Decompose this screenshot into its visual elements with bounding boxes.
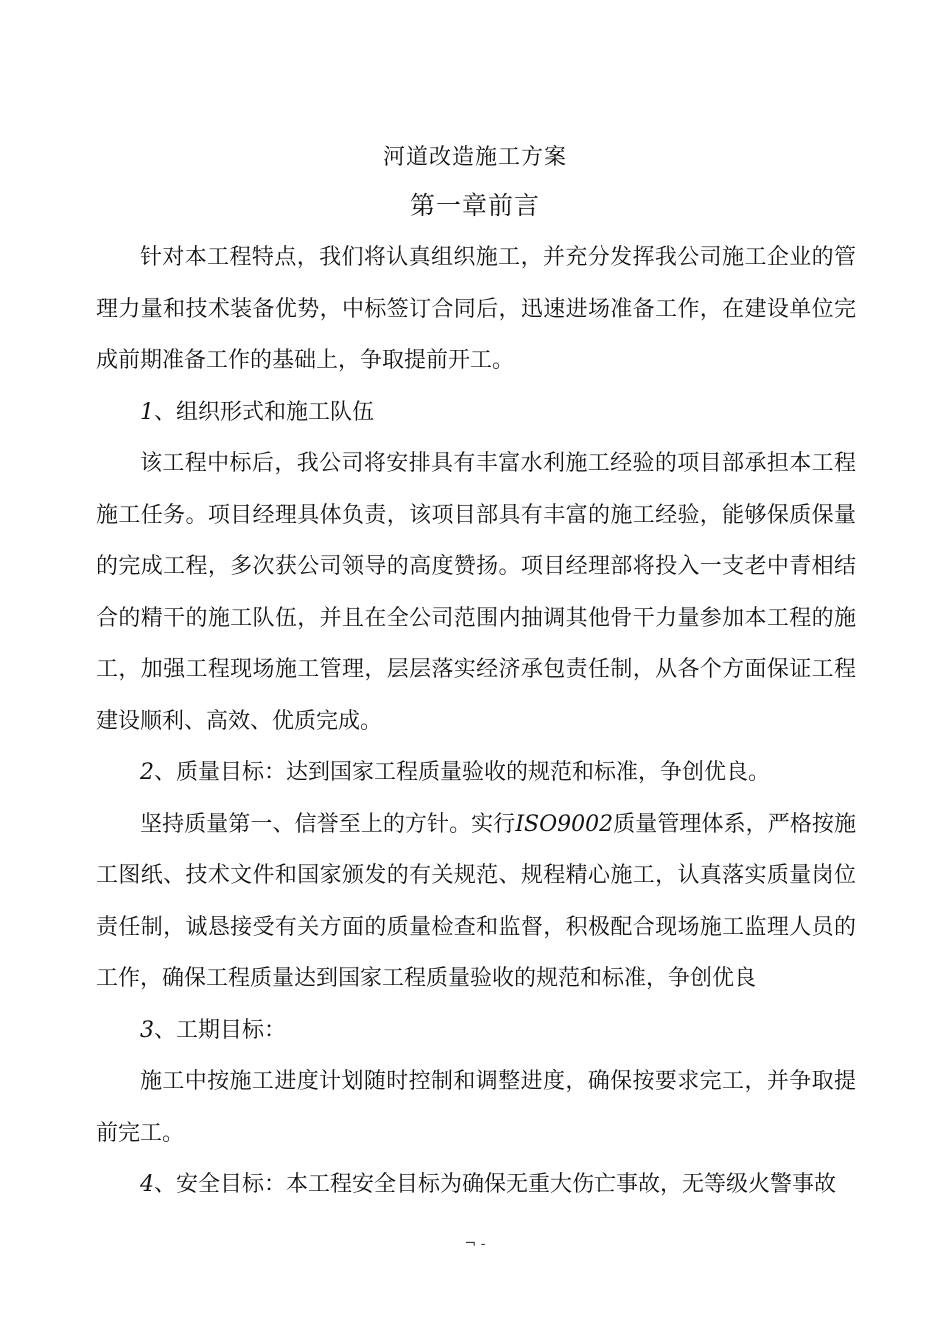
intro-paragraph: 针对本工程特点，我们将认真组织施工，并充分发挥我公司施工企业的管理力量和技术装备优势，中标签订合同后，迅速进场准备工作，在建设单位完成前期准备工作的基础上，争取提前开工。	[96, 245, 856, 373]
section-3-number: 3	[140, 1017, 154, 1043]
section-4-number: 4	[140, 1172, 154, 1197]
section-2-paragraph	[96, 799, 856, 1005]
section-3-heading	[96, 1005, 856, 1057]
section-2-heading-text: 、质量目标：达到国家工程质量验收的规范和标准，争创优良。	[154, 760, 771, 785]
section-2-number: 2	[140, 760, 154, 785]
document-body	[96, 232, 856, 1211]
chapter-title: 第一章前言	[409, 191, 540, 220]
section-4-heading-text: 、安全目标：本工程安全目标为确保无重大伤亡事故，无等级火警事故	[154, 1172, 837, 1197]
section-1-paragraph: 该工程中标后，我公司将安排具有丰富水利施工经验的项目部承担本工程施工任务。项目经理具体负责，该项目部具有丰富的施工经验，能够保质保量的完成工程，多次获公司领导的高度赞扬。项目经理部将投入一支老中青相结合的精干的施工队伍，并且在全公司范围内抽调其他骨干力量参加本工程的施工，加强工程现场施工管理，层层落实经济承包责任制，从各个方面保证工程建设顺利、高效、优质完成。	[96, 451, 856, 734]
section-2-body-start: 坚持质量第一、信誉至上的方针。实行	[140, 811, 516, 837]
section-4-heading	[96, 1159, 856, 1211]
page-number: ¬ -	[464, 1236, 486, 1252]
section-2-body-end: 质量管理体系，严格按施工图纸、技术文件和国家颁发的有关规范、规程精心施工，认真落实质量岗位责任制，诚恳接受有关方面的质量检查和监督，积极配合现场施工监理人员的工作，确保工程质量达到国家工程质量验收的规范和标准，争创优良	[96, 811, 856, 991]
section-1-heading	[96, 387, 856, 439]
section-1-heading-text: 、组织形式和施工队伍	[154, 399, 375, 425]
section-2-heading	[96, 747, 856, 799]
section-1-number: 1	[140, 399, 154, 425]
document-title: 河道改造施工方案	[382, 145, 567, 170]
iso-standard: ISO9002	[515, 811, 614, 837]
section-3-paragraph: 施工中按施工进度计划随时控制和调整进度，确保按要求完工，并争取提前完工。	[96, 1069, 856, 1146]
section-3-heading-text: 、工期目标：	[154, 1017, 287, 1043]
